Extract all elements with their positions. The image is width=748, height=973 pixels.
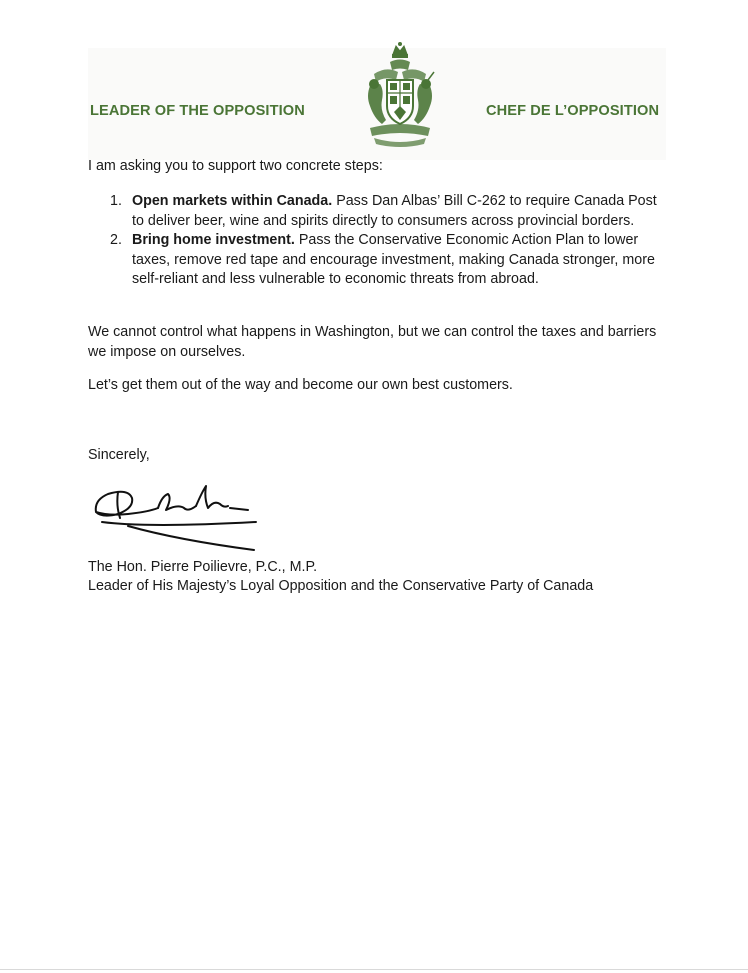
signer-title: Leader of His Majesty’s Loyal Opposition and the Conservative Party of Canada — [88, 578, 594, 594]
closing-salutation: Sincerely, — [88, 447, 150, 463]
list-item-text: Pass the Conservative Economic Action Plan to lower taxes, remove red tape and encourage investment, making Canada stronger, more self-reliant and less vulnerable to economic threats from abroad. — [132, 232, 655, 287]
body-paragraph: We cannot control what happens in Washington, but we can control the taxes and barriers we impose on ourselves. — [88, 324, 657, 360]
list-item — [88, 192, 668, 231]
list-item-text: Pass Dan Albas’ Bill C-262 to require Canada Post to deliver beer, wine and spirits directly to consumers across provincial borders. — [132, 193, 657, 229]
steps-list — [88, 192, 668, 290]
list-item — [88, 231, 668, 290]
handwritten-signature — [88, 478, 260, 554]
list-item-heading: Bring home investment. — [132, 232, 295, 248]
list-item-heading: Open markets within Canada. — [132, 193, 333, 209]
list-item-number: 1. — [110, 193, 122, 209]
page-edge-divider — [0, 969, 748, 970]
body-paragraph: Let’s get them out of the way and become our own best customers. — [88, 377, 513, 393]
coat-of-arms-emblem — [360, 40, 440, 148]
signer-name: The Hon. Pierre Poilievre, P.C., M.P. — [88, 559, 318, 575]
letterhead-title-french: CHEF DE L’OPPOSITION — [486, 103, 660, 119]
letterhead-title-english: LEADER OF THE OPPOSITION — [90, 103, 305, 119]
list-item-number: 2. — [110, 232, 122, 248]
intro-paragraph: I am asking you to support two concrete steps: — [88, 158, 383, 174]
